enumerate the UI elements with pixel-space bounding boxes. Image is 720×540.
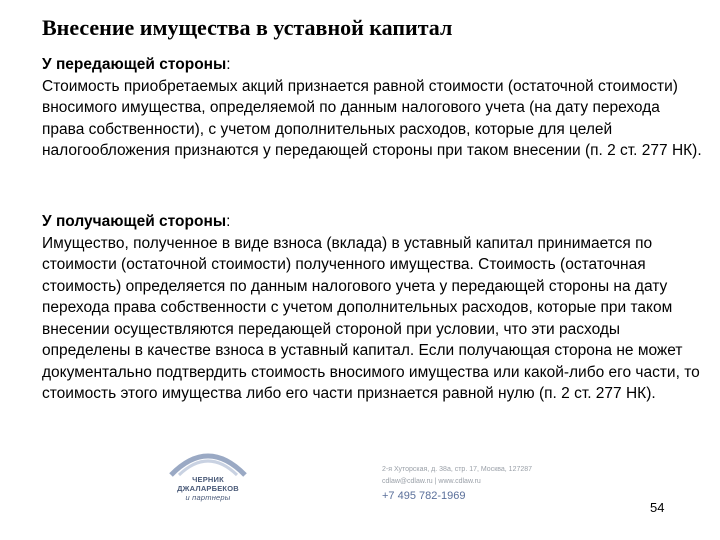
footer-phone: +7 495 782-1969 [382,490,466,502]
logo-text-line3: и партнеры [185,493,231,502]
logo-text-line1: ЧЕРНИК [192,475,224,484]
logo-text-line2: ДЖАЛАРБЕКОВ [177,484,239,493]
section-heading: У получающей стороны [42,213,227,230]
footer-email-web: cdlaw@cdlaw.ru | www.cdlaw.ru [382,478,481,485]
footer-address: 2-я Хуторская, д. 38а, стр. 17, Москва, 127287 [382,466,533,473]
logo-arc-icon [163,443,253,477]
heading-colon: : [226,213,231,230]
page-number: 54 [650,500,665,515]
page-title: Внесение имущества в уставной капитал [42,15,453,40]
section-transferring-party [42,54,702,162]
heading-colon: : [226,56,231,73]
section-body: Имущество, полученное в виде взноса (вклада) в уставный капитал принимается по стоимости (остаточной стоимости) полученного имущества. Стоимость (остаточная стоимость) определяется по данным налогового учета у передающей стороны на дату перехода права собственности с учетом дополнительных расходов, которые при таком внесении осуществляются передающей стороной при условии, что эти расходы определены в качестве взноса в уставный капитал. Если получающая сторона не может документально подтвердить стоимость вносимого имущества или какой-либо его части, то стоимость этого имущества либо его части признается равной нулю (п. 2 ст. 277 НК). [42,234,700,402]
section-body: Стоимость приобретаемых акций признается равной стоимости (остаточной стоимости) вносимого имущества, определяемой по данным налогового учета (на дату перехода права собственности), с учетом дополнительных расходов, которые для целей налогообложения признаются у передающей стороны при таком внесении (п. 2 ст. 277 НК). [42,77,702,159]
section-heading: У передающей стороны [42,56,227,73]
company-logo [163,443,253,525]
section-receiving-party [42,211,702,405]
